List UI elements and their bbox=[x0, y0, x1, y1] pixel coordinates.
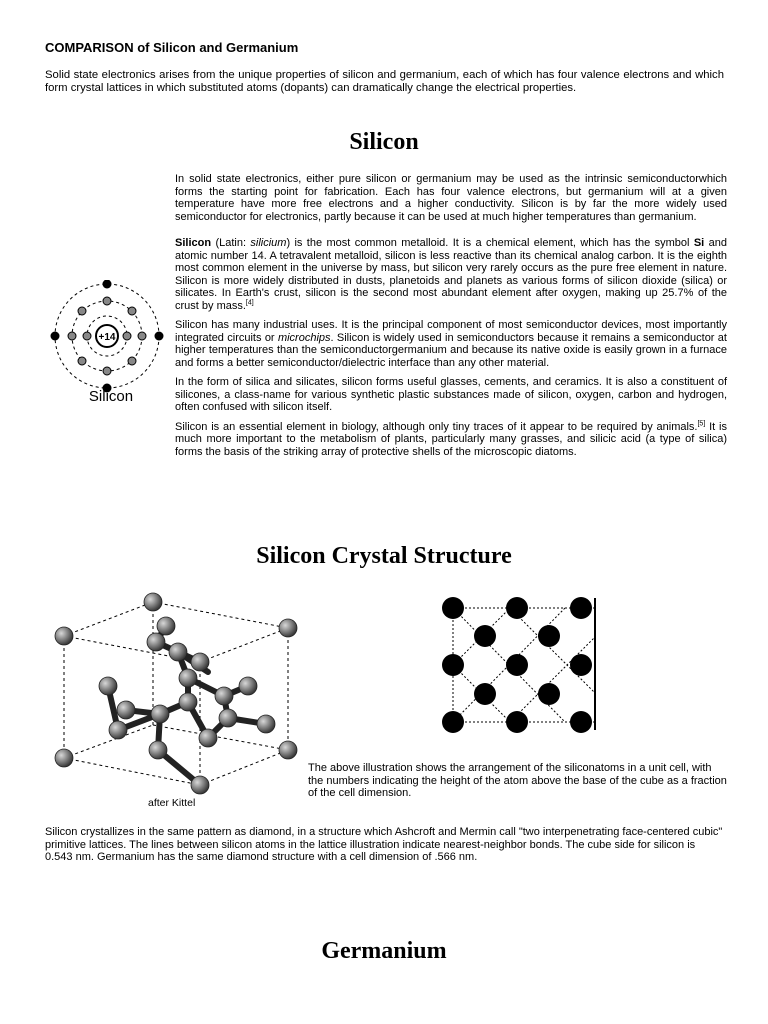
germanium-title: Germanium bbox=[321, 938, 447, 964]
silicon-title: Silicon bbox=[349, 129, 419, 155]
text-span: Silicon is an essential element in biology, although only tiny traces of it appear to be required by animals. bbox=[175, 420, 698, 433]
silicon-atom-diagram bbox=[45, 280, 175, 410]
text-span: Silicon has many industrial uses. It is the principal component of most semiconductor devices, most importantly integrated circuits or bbox=[175, 319, 727, 344]
silicon-paragraph-4: In the form of silica and silicates, silicon forms useful glasses, cements, and ceramics. It is also a constituent of silicones, a class-name for various synthetic plastic substances made of silicon, oxygen, carbon and hydrogen, often confused with silicon itself. bbox=[175, 376, 727, 413]
silicon-paragraph-5 bbox=[175, 421, 727, 459]
document-heading: COMPARISON of Silicon and Germanium bbox=[45, 40, 299, 55]
electron bbox=[78, 357, 86, 365]
electron bbox=[68, 332, 76, 340]
text-span: . Silicon is widely used in semiconductors because it remains a semiconductor at higher temperatures than the semiconductorgermanium and because its native oxide is easily grown in a furnace and forms a better semiconductor/dielectric interface than any other material. bbox=[175, 331, 727, 369]
silicon-paragraph-3 bbox=[175, 319, 727, 369]
electron bbox=[123, 332, 131, 340]
electron bbox=[138, 332, 146, 340]
reference-5[interactable]: [5] bbox=[697, 419, 706, 427]
electron bbox=[83, 332, 91, 340]
latin-name: silicium bbox=[250, 237, 287, 249]
nucleus-label: +14 bbox=[98, 332, 116, 343]
cube-edges bbox=[64, 602, 288, 785]
text-span: It is much more important to the metabolism of plants, particularly many grasses, and silicic acid (a type of silica) forms the basis of the striking array of protective shells of the microscopic diatoms. bbox=[175, 420, 727, 458]
unit-cell-projection bbox=[435, 592, 605, 742]
diamond-lattice-illustration bbox=[48, 590, 308, 800]
silicon-section bbox=[175, 173, 727, 465]
crystal-paragraph: Silicon crystallizes in the same pattern as diamond, in a structure which Ashcroft and Mermin call "two interpenetrating face-centered cubic" primitive lattices. The lines between silicon atoms in the lattice illustration indicate nearest-neighbor bonds. The cube side for silicon is 0.543 nm. Germanium has the same diamond structure with a cell dimension of .566 nm. bbox=[45, 826, 723, 863]
electron bbox=[78, 307, 86, 315]
crystal-structure-title: Silicon Crystal Structure bbox=[256, 543, 512, 569]
unit-cell-caption: The above illustration shows the arrangement of the siliconatoms in a unit cell, with the numbers indicating the height of the atom above the base of the cube as a fraction of the cell dimension. bbox=[308, 762, 727, 799]
reference-4[interactable]: [4] bbox=[245, 298, 254, 306]
atom-caption: Silicon bbox=[88, 388, 134, 405]
electron bbox=[128, 357, 136, 365]
kittel-caption: after Kittel bbox=[148, 797, 196, 809]
electron bbox=[128, 307, 136, 315]
valence-electron bbox=[103, 280, 112, 289]
silicon-paragraph-2 bbox=[175, 237, 727, 312]
element-symbol: Si bbox=[693, 237, 705, 249]
text-span: ) is the most common metalloid. It is a chemical element, which has the symbol bbox=[286, 237, 694, 249]
unit-cell-atoms bbox=[442, 597, 592, 733]
silicon-paragraph-1: In solid state electronics, either pure silicon or germanium may be used as the intrinsic semiconductorwhich forms the starting point for fabrication. Each has four valence electrons, but germanium will at a given temperature have more free electrons and a higher conductivity. Silicon is by far the more widely used semiconductor for electronics, partly because it can be used at much higher temperatures than germanium. bbox=[175, 173, 727, 223]
intro-paragraph: Solid state electronics arises from the unique properties of silicon and germanium, each of which has four valence electrons and which form crystal lattices in which substituted atoms (dopants) can dramatically change the electrical properties. bbox=[45, 69, 724, 94]
electron bbox=[103, 367, 111, 375]
text-span: (Latin: bbox=[211, 237, 251, 249]
electron bbox=[103, 297, 111, 305]
text-span: and atomic number 14. A tetravalent metalloid, silicon is less reactive than its chemical analog carbon. It is the eighth most common element in the universe by mass, but silicon very rarely occurs as the pure free element in nature. Silicon is more widely distributed in dusts, planetoids and planets as various forms of silicon dioxide (silica) or silicates. In Earth's crust, silicon is the second most abundant element after oxygen, making up 25.7% of the crust by mass. bbox=[175, 237, 727, 312]
term-silicon: Silicon bbox=[175, 237, 212, 249]
valence-electron bbox=[51, 332, 60, 341]
microchips-term: microchips bbox=[277, 331, 331, 344]
valence-electron bbox=[155, 332, 164, 341]
